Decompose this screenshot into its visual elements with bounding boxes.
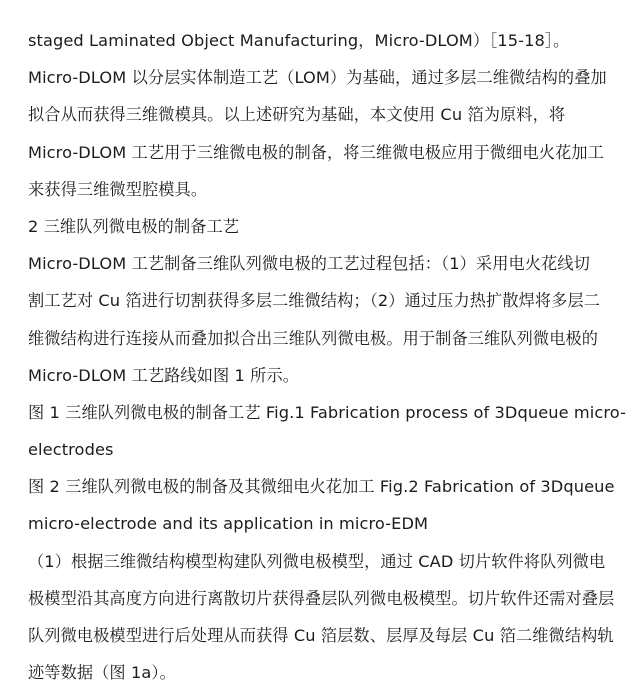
section-heading: 2 三维队列微电极的制备工艺 [28, 216, 240, 236]
text-line-8: 割工艺对 Cu 箔进行切割获得多层二维微结构；（2）通过压力热扩散焊将多层二 [28, 291, 601, 311]
text-line-1: staged Laminated Object Manufacturing，Micro-DLOM）［15-18］。 [28, 31, 570, 50]
text-line-5: 来获得三维微型腔模具。 [28, 179, 208, 199]
figure-2-caption: 图 2 三维队列微电极的制备及其微细电火花加工 Fig.2 Fabrication of 3Dqueue [28, 477, 615, 497]
text-line-3: 拟合从而获得三维微模具。以上述研究为基础，本文使用 Cu 箔为原料，将 [28, 105, 566, 125]
text-line-4: Micro-DLOM 工艺用于三维微电极的制备，将三维微电极应用于微细电火花加工 [28, 142, 604, 162]
text-line-9: 维微结构进行连接从而叠加拟合出三维队列微电极。用于制备三维队列微电极的 [28, 328, 599, 348]
figure-2-caption-cont: micro-electrode and its application in micro-EDM [28, 514, 429, 534]
figure-1-caption-cont: electrodes [28, 440, 114, 460]
text-line-2: Micro-DLOM 以分层实体制造工艺（LOM）为基础，通过多层二维微结构的叠加 [28, 68, 607, 88]
text-line-15: （1）根据三维微结构模型构建队列微电极模型，通过 CAD 切片软件将队列微电 [28, 551, 606, 571]
text-line-17: 队列微电极模型进行后处理从而获得 Cu 箔层数、层厚及每层 Cu 箔二维微结构轨 [28, 626, 614, 645]
figure-1-caption: 图 1 三维队列微电极的制备工艺 Fig.1 Fabrication process of 3Dqueue micro- [28, 402, 627, 422]
text-line-18: 迹等数据（图 1a）。 [28, 663, 176, 683]
text-line-16: 极模型沿其高度方向进行离散切片获得叠层队列微电极模型。切片软件还需对叠层 [28, 588, 615, 608]
text-line-7: Micro-DLOM 工艺制备三维队列微电极的工艺过程包括：（1）采用电火花线切 [28, 254, 590, 274]
text-line-10: Micro-DLOM 工艺路线如图 1 所示。 [28, 365, 300, 385]
